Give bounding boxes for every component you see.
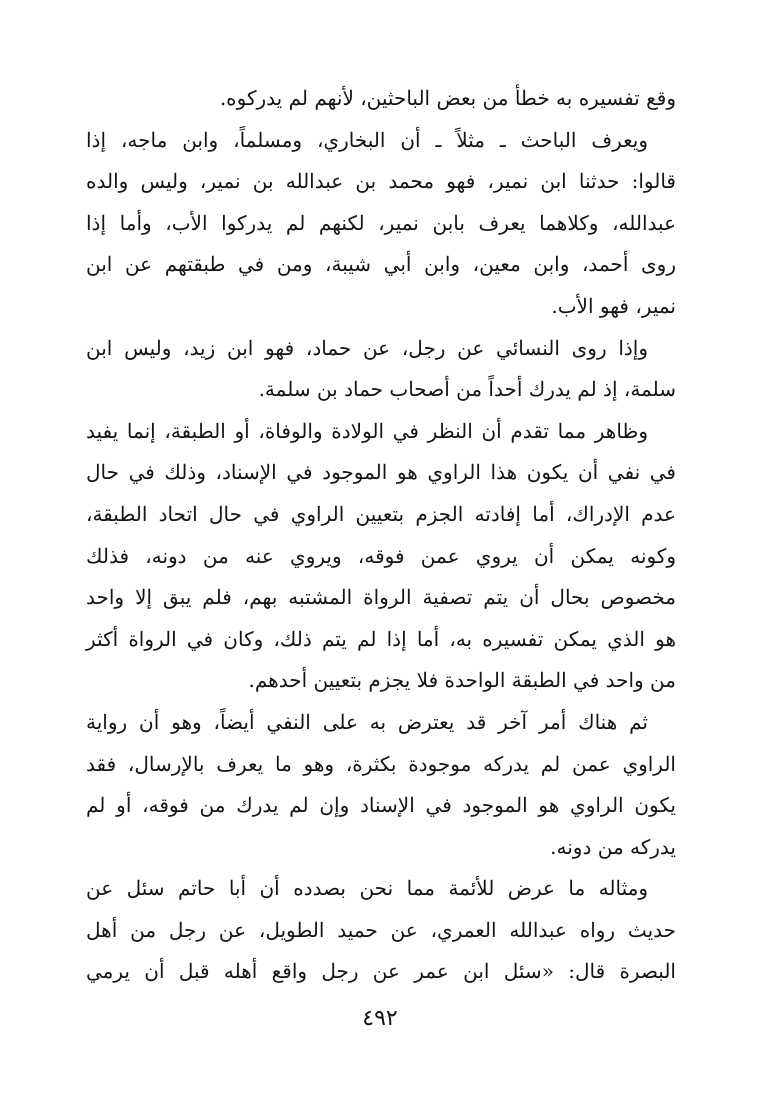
- text-line: ثم هناك أمر آخر قد يعترض به على النفي أيضاً، وهو أن رواية: [86, 709, 648, 734]
- text-line: الراوي عمن لم يدركه موجودة بكثرة، وهو ما يعرف بالإرسال، فقد: [86, 751, 676, 776]
- text-line: في نفي أن يكون هذا الراوي هو الموجود في الإسناد، وذلك في حال: [86, 460, 676, 485]
- text-line: هو الذي يمكن تفسيره به، أما إذا لم يتم ذلك، وكان في الرواة أكثر: [86, 626, 676, 651]
- text-line: ويعرف الباحث ـ مثلاً ـ أن البخاري، ومسلماً، وابن ماجه، إذا: [86, 127, 648, 152]
- text-line: يدركه من دونه.: [550, 834, 676, 859]
- text-line: وإذا روى النسائي عن رجل، عن حماد، فهو ابن زيد، وليس ابن: [86, 335, 648, 360]
- text-line: سلمة، إذ لم يدرك أحداً من أصحاب حماد بن سلمة.: [258, 377, 676, 402]
- text-line: وظاهر مما تقدم أن النظر في الولادة والوفاة، أو الطبقة، إنما يفيد: [86, 418, 648, 443]
- text-line: روى أحمد، وابن معين، وابن أبي شيبة، ومن في طبقتهم عن ابن: [86, 252, 676, 277]
- text-line: من واحد في الطبقة الواحدة فلا يجزم بتعيين أحدهم.: [248, 668, 676, 693]
- text-line: مخصوص بحال أن يتم تصفية الرواة المشتبه بهم، فلم يبق إلا واحد: [86, 585, 676, 610]
- text-line: قالوا: حدثنا ابن نمير، فهو محمد بن عبدالله بن نمير، وليس والده: [86, 169, 676, 194]
- text-line: البصرة قال: «سئل ابن عمر عن رجل واقع أهله قبل أن يرمي: [86, 959, 676, 984]
- body-text: [86, 78, 676, 993]
- text-line: ومثاله ما عرض للأئمة مما نحن بصدده أن أبا حاتم سئل عن: [86, 876, 648, 901]
- text-line: يكون الراوي هو الموجود في الإسناد وإن لم يدرك من فوقه، أو لم: [86, 793, 676, 818]
- text-line: عدم الإدراك، أما إفادته الجزم بتعيين الراوي في حال اتحاد الطبقة،: [86, 501, 676, 526]
- page-number: ٤٩٢: [362, 1006, 398, 1031]
- text-line: نمير، فهو الأب.: [551, 293, 676, 318]
- text-line: وكونه يمكن أن يروي عمن فوقه، ويروي عنه من دونه، فذلك: [86, 543, 676, 568]
- text-line: عبدالله، وكلاهما يعرف بابن نمير، لكنهم لم يدركوا الأب، وأما إذا: [86, 210, 676, 235]
- text-line: حديث رواه عبدالله العمري، عن حميد الطويل، عن رجل من أهل: [86, 917, 676, 942]
- text-line: وقع تفسيره به خطأ من بعض الباحثين، لأنهم لم يدركوه.: [219, 86, 676, 110]
